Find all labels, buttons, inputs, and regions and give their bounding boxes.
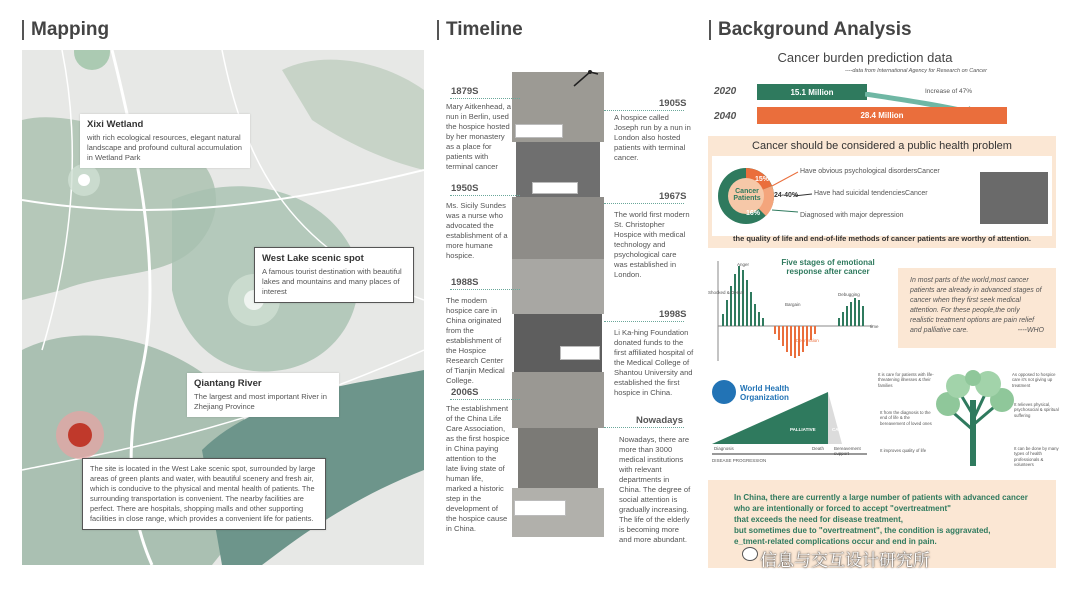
qiantang-title: Qiantang River <box>194 378 262 389</box>
death-label: Death <box>812 446 825 451</box>
care-label: CARE <box>832 427 845 432</box>
site-callout[interactable] <box>82 458 326 530</box>
tl-text-1950: Ms. Sicily Sundes was a nurse who advocated the establishment of a more humane hospice. <box>446 201 508 260</box>
tree-note-3: It relieves physical, psychosocial & spiritual suffering <box>1014 402 1059 418</box>
analysis-header: Background Analysis <box>709 20 912 40</box>
stage-depression: Depression <box>796 338 819 343</box>
wechat-icon <box>742 547 758 561</box>
increase-label: Increase of 47% <box>925 88 972 95</box>
timeline-photo-strip <box>512 72 604 537</box>
pct-24: 24-40% <box>774 192 799 199</box>
xixi-text: with rich ecological resources, elegant natural landscape and profound cultural accumulation in Wetland Park <box>87 133 242 162</box>
tree-note-1: It is care for patients with life- threatening illnesses & their families <box>878 372 934 388</box>
year-2040: 2040 <box>714 111 737 122</box>
stage-anger: Anger <box>737 262 750 267</box>
westlake-text: A famous tourist destination with beautiful lakes and mountains and many places of interest <box>262 267 402 296</box>
tree-note-2: As opposed to hospice care it's not giving up treatment <box>1012 372 1056 388</box>
tl-text-1998: Li Ka-hing Foundation donated funds to the first affiliated hospital of the Medical College of Shantou University and established the first hospice in China. <box>614 328 694 397</box>
stage-debugging: Debugging <box>838 292 860 297</box>
tl-text-2006: The establishment of the China Life Care Association, as the first hospice in China paying attention to the late living state of human life, marked a historic step in the development of the hospice cause in China. <box>446 404 510 533</box>
stat-line-2: Have had suicidal tendenciesCancer <box>814 190 928 197</box>
watermark: 信息与交互设计研究所 <box>760 551 930 571</box>
bar-2020: 15.1 Million <box>757 84 867 100</box>
final-line-3: that exceeds the need for disease treatment, <box>734 515 903 524</box>
tl-year-1967: 1967S <box>659 191 687 202</box>
pct-15: 15% <box>755 176 770 183</box>
stage-time: time <box>870 324 879 329</box>
qiantang-callout[interactable] <box>187 373 339 417</box>
pct-16: 16% <box>746 210 761 217</box>
tl-text-nowadays: Nowadays, there are more than 3000 medical institutions with relevant departments in China. The degree of social attention is gradually increasing. The life of the elderly is becoming more and more abundant. <box>619 435 691 544</box>
tree-note-6: It can be done by many types of health professionals & volunteers <box>1014 446 1059 468</box>
patient-photo <box>980 172 1048 224</box>
timeline-header: Timeline <box>437 20 523 40</box>
who-signature: ----WHO <box>1017 327 1044 334</box>
who-quote: In most parts of the world,most cancer patients are already in advanced stages of cancer when they first seek medical attention. For these people,the only realistic treatment options are pain relief and palliative care. <box>910 277 1042 334</box>
tree-graphic <box>928 370 1018 466</box>
final-line-1: In China, there are currently a large number of patients with advanced cancer <box>734 493 1028 502</box>
tree-note-4: It from the diagnosis to the end of life & the bereavement of loved ones <box>880 410 932 426</box>
public-health-box <box>708 136 1056 248</box>
tl-year-1950: 1950S <box>451 183 479 194</box>
stage-bargain: Bargain <box>785 302 801 307</box>
burden-source: ----data from International Agency for Research on Cancer <box>845 68 987 74</box>
tl-text-1905: A hospice called Joseph run by a nun in London also hosted patients with terminal cancer. <box>614 113 691 162</box>
tl-text-1988: The modern hospice care in China originated from the establishment of the Hospice Research Center of Tianjin Medical College. <box>446 296 505 385</box>
burden-title: Cancer burden prediction data <box>777 50 953 65</box>
bereave-label: Bereavement support <box>834 446 861 456</box>
public-health-title: Cancer should be considered a public health problem <box>752 140 1012 152</box>
tl-year-nowadays: Nowadays <box>636 415 683 426</box>
site-text: The site is located in the West Lake scenic spot, surrounded by large areas of green plants and water, with beautiful scenery and fresh air, which is conducive to the physical and mental health of patients. The surrounding transportation is convenient. The nearby facilities are perfect. There are hospitals, shopping malls and other supporting facilities in close range, which provides a convenient life for patients. <box>90 464 316 523</box>
tree-note-5: It improves quality of life <box>880 448 927 453</box>
palliative-label: PALLIATIVE <box>790 427 816 432</box>
xixi-title: Xixi Wetland <box>87 119 144 130</box>
tl-text-1967: The world first modern St. Christopher Hospice with medical technology and psychological care was established in London. <box>614 210 690 279</box>
stage-shock: Shocked & Denial <box>708 290 744 295</box>
who-quote-box <box>898 268 1056 348</box>
progression-label: DISEASE PROGRESSION <box>712 458 767 463</box>
quality-text: the quality of life and end-of-life methods of cancer patients are worthy of attention. <box>733 234 1031 243</box>
stat-line-1: Have obvious psychological disordersCancer <box>800 168 940 175</box>
westlake-callout[interactable] <box>254 247 414 303</box>
diag-label: Diagnosis <box>714 446 734 451</box>
final-line-5: e_tment-related complications occur and end in pain. <box>734 537 937 546</box>
bar-2040: 28.4 Million <box>757 107 1007 124</box>
westlake-title: West Lake scenic spot <box>262 253 364 264</box>
stat-line-3: Diagnosed with major depression <box>800 212 904 219</box>
final-line-2: who are intentionally or forced to accept "overtreatment" <box>734 504 951 513</box>
who-logo-text: World Health Organization <box>740 384 790 402</box>
xixi-callout[interactable] <box>80 114 250 168</box>
site-map[interactable] <box>22 50 424 565</box>
patients-label: Cancer Patients <box>733 188 761 202</box>
mapping-header: Mapping <box>22 20 109 40</box>
tl-year-1905: 1905S <box>659 98 687 109</box>
qiantang-text: The largest and most important River in Zhejiang Province <box>194 392 327 411</box>
tl-year-1998: 1998S <box>659 309 687 320</box>
tl-year-2006: 2006S <box>451 387 479 398</box>
year-2020: 2020 <box>714 86 737 97</box>
tl-year-1879: 1879S <box>451 86 479 97</box>
final-line-4: but sometimes due to "overtreatment", the condition is aggravated, <box>734 526 991 535</box>
tl-year-1988: 1988S <box>451 277 479 288</box>
stages-title: Five stages of emotional response after cancer <box>781 258 875 276</box>
tl-text-1879: Mary Aitkenhead, a nun in Berlin, used the hospice hosted by her monastery as a place for patients with terminal cancer <box>446 102 512 171</box>
